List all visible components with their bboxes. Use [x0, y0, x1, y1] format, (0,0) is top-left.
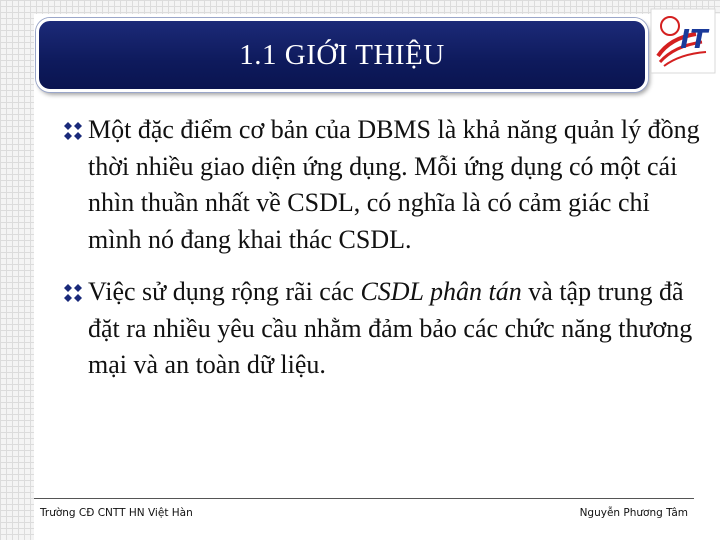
slide-title: 1.1 GIỚI THIỆU: [239, 38, 445, 71]
title-banner: [36, 18, 648, 92]
footer-author: Nguyễn Phương Tâm: [579, 507, 688, 519]
background-grid-left: [0, 0, 34, 540]
bullet-item: [62, 112, 702, 258]
diamond-bullet-icon: [62, 283, 84, 303]
bullet-text-emphasis: CSDL phân tán: [360, 277, 522, 306]
footer-school: Trường CĐ CNTT HN Việt Hàn: [40, 507, 193, 519]
diamond-bullet-icon: [62, 121, 84, 141]
college-logo-icon: [650, 8, 716, 74]
bullet-text: Một đặc điểm cơ bản của DBMS là khả năng quản lý đồng thời nhiều giao diện ứng dụng. Mỗi ứng dụng có một cái nhìn thuần nhất về CSDL, có nghĩa là có cảm giác chỉ mình nó đang khai thác CSDL.: [88, 115, 700, 254]
bullet-item: [62, 274, 702, 384]
background-grid-top: [0, 0, 720, 14]
footer-divider: [34, 498, 694, 499]
logo-text: IT: [680, 25, 708, 55]
slide-body: [62, 112, 702, 400]
bullet-text-after: và tập trung đã đặt ra nhiều yêu cầu nhằm đảm bảo các chức năng thương mại và an toàn dữ liệu.: [88, 277, 693, 379]
bullet-text-before: Việc sử dụng rộng rãi các: [88, 277, 361, 306]
